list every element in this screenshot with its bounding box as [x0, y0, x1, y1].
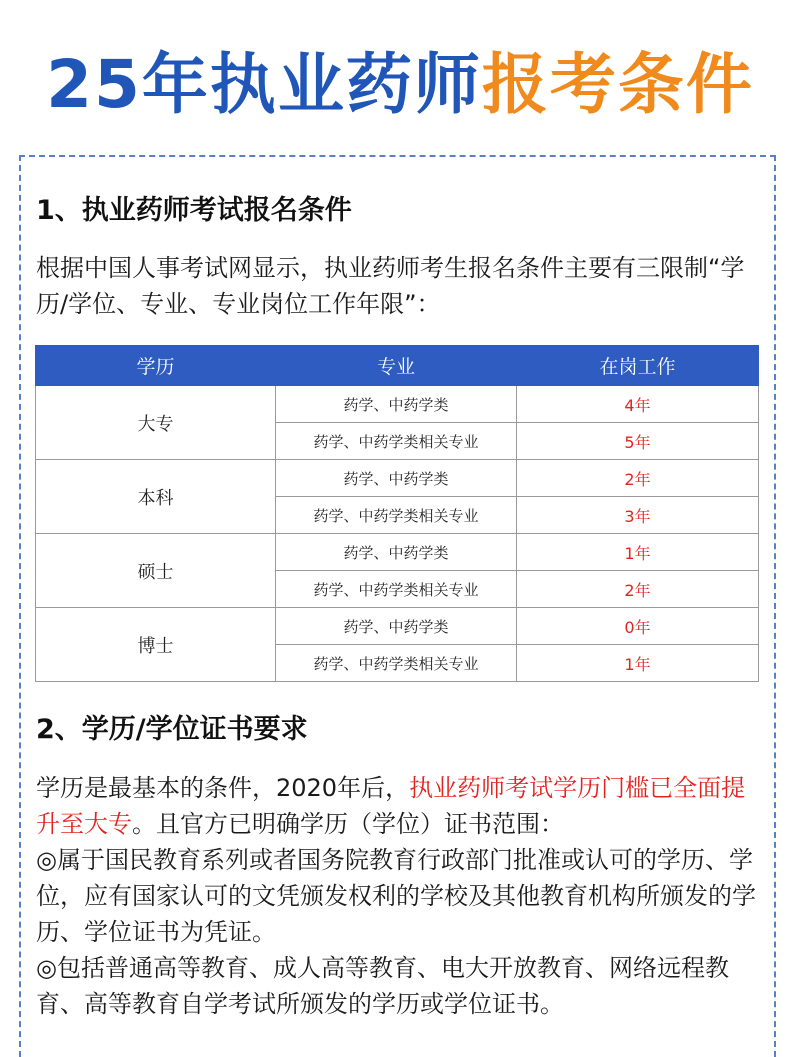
major-cell: 药学、中药学类相关专业	[276, 423, 517, 460]
table-row	[36, 534, 759, 571]
degree-cell: 大专	[36, 386, 276, 460]
major-cell: 药学、中药学类	[276, 608, 517, 645]
years-cell: 2年	[517, 571, 759, 608]
years-cell: 3年	[517, 497, 759, 534]
degree-cell: 本科	[36, 460, 276, 534]
table-row	[36, 386, 759, 423]
section2-highlight: 执业药师考试学历门槛已全面提升至大专	[36, 774, 746, 838]
years-cell: 5年	[517, 423, 759, 460]
degree-cell: 硕士	[36, 534, 276, 608]
degree-cell: 博士	[36, 608, 276, 682]
major-cell: 药学、中药学类	[276, 534, 517, 571]
section2-text-a: 学历是最基本的条件，2020年后，	[36, 774, 410, 802]
major-cell: 药学、中药学类相关专业	[276, 497, 517, 534]
section1-text: 根据中国人事考试网显示，执业药师考生报名条件主要有三限制“学历/学位、专业、专业岗位工作年限”：	[36, 254, 745, 318]
requirements-table	[35, 345, 759, 682]
years-cell: 4年	[517, 386, 759, 423]
years-cell: 2年	[517, 460, 759, 497]
years-cell: 0年	[517, 608, 759, 645]
major-cell: 药学、中药学类相关专业	[276, 645, 517, 682]
section2-heading: 2、学历/学位证书要求	[36, 714, 308, 745]
section2-text-b: 。且官方已明确学历（学位）证书范围：	[132, 810, 564, 838]
section2-bullet: ◎属于国民教育系列或者国务院教育行政部门批准或认可的学历、学位，应有国家认可的文凭颁发权利的学校及其他教育机构所颁发的学历、学位证书为凭证。	[36, 846, 756, 946]
header-major: 专业	[276, 346, 517, 386]
table-row	[36, 608, 759, 645]
section1-heading: 1、执业药师考试报名条件	[36, 195, 352, 226]
header-degree: 学历	[36, 346, 276, 386]
major-cell: 药学、中药学类	[276, 460, 517, 497]
table-row	[36, 460, 759, 497]
table-header-row	[36, 346, 759, 386]
major-cell: 药学、中药学类	[276, 386, 517, 423]
header-years: 在岗工作	[517, 346, 759, 386]
title-blue-part: 25年执业药师	[46, 46, 482, 123]
years-cell: 1年	[517, 534, 759, 571]
page-title	[0, 40, 800, 130]
section2-body	[36, 770, 758, 1022]
title-orange-part: 报考条件	[481, 46, 754, 123]
major-cell: 药学、中药学类相关专业	[276, 571, 517, 608]
section2-bullet: ◎包括普通高等教育、成人高等教育、电大开放教育、网络远程教育、高等教育自学考试所颁发的学历或学位证书。	[36, 954, 729, 1018]
years-cell: 1年	[517, 645, 759, 682]
